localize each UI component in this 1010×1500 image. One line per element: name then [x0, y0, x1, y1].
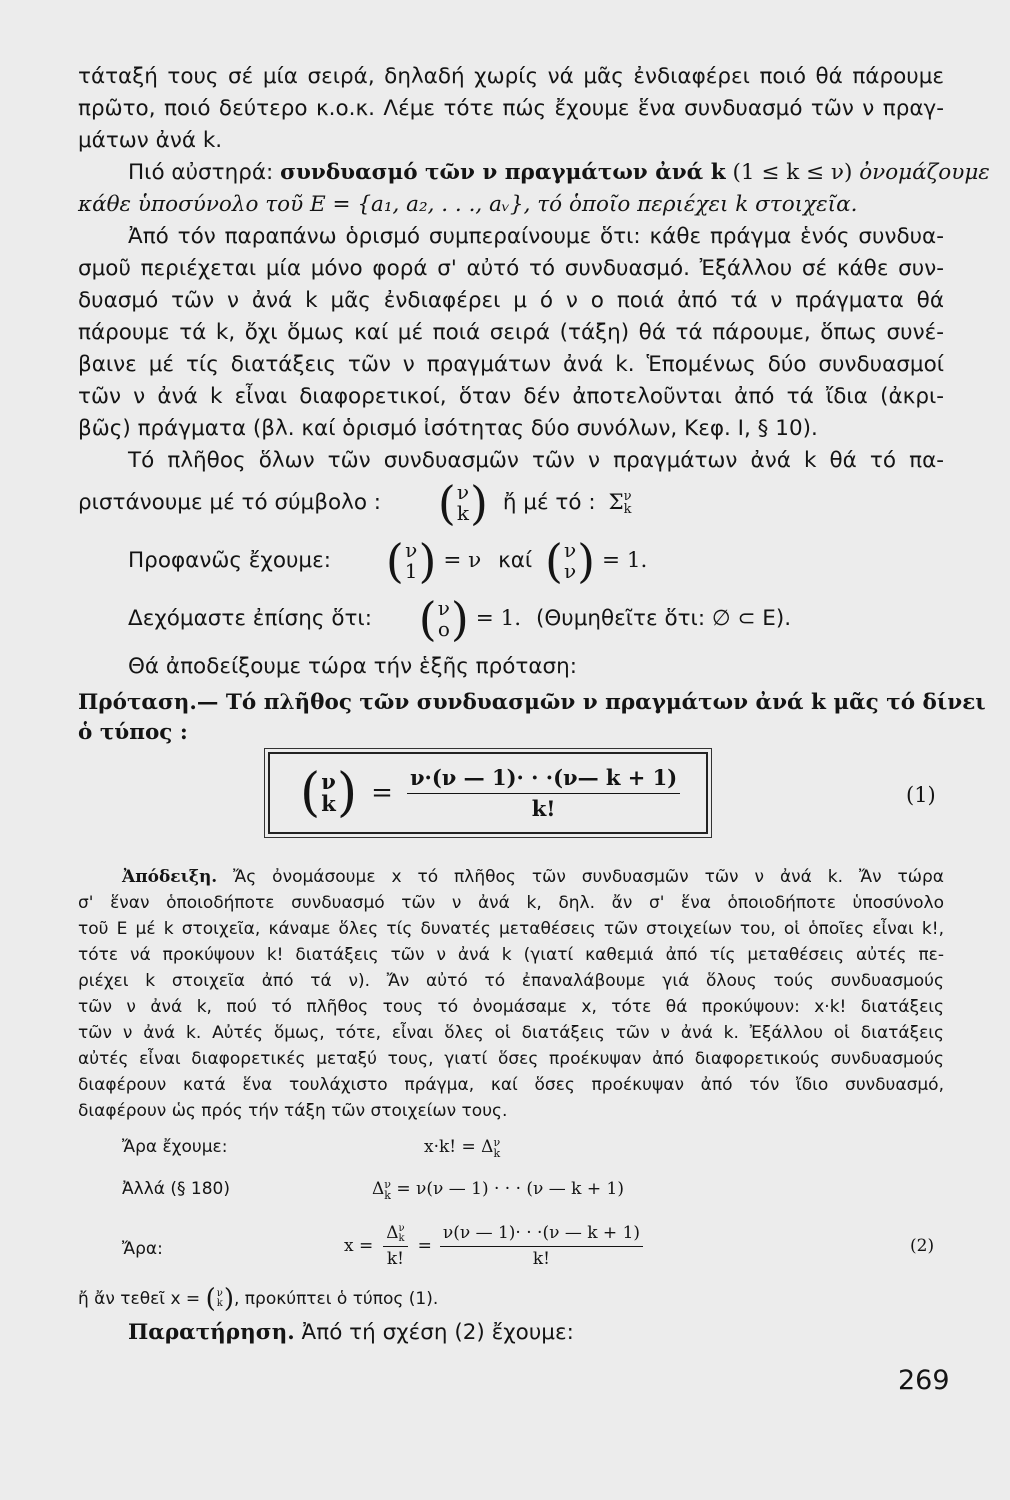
binomial-v-k: ( ν k ) [300, 763, 358, 823]
ara2-label: Ἄρα: [122, 1239, 163, 1259]
proof-line: τοῦ E μέ k στοιχεῖα, κάναμε ὅλες τίς δυνατές μεταθέσεις τῶν στοιχείων του, οἱ ὁποῖες εἶναι k!, [78, 919, 944, 939]
accept-equation: Δεχόμαστε ἐπίσης ὅτι: ( ν o ) = 1. (Θυμηθεῖτε ὅτι: ∅ ⊂ E). [128, 592, 792, 646]
text-line: βαινε μέ τίς διατάξεις τῶν ν πραγμάτων ἀνά k. Ἑπομένως δύο συνδυασμοί [78, 352, 944, 377]
proof-line: διαφέρουν ὡς πρός τήν τάξη τῶν στοιχείων τους. [78, 1101, 508, 1121]
text-line: πάρουμε τά k, ὄχι ὅμως καί μέ ποιά σειρά (τάξη) θά τά πάρουμε, ὅπως συνέ- [78, 320, 944, 345]
text-line: βῶς) πράγματα (βλ. καί ὁρισμό ἰσότητας δύο συνόλων, Κεφ. I, § 10). [78, 416, 818, 441]
ara-equation: x·k! = Δ ν k [424, 1135, 501, 1160]
text-line: Ἀπό τόν παραπάνω ὁρισμό συμπεραίνουμε ὅτι: κάθε πράγμα ἑνός συνδυα- [128, 224, 944, 249]
text-line: μάτων ἀνά k. [78, 128, 223, 153]
notation-line: ριστάνουμε μέ τό σύμβολο : ( ν k ) ἤ μέ τό : Σ ν k [78, 476, 632, 530]
binomial-v-1: ( ν 1 ) [385, 534, 437, 588]
binomial-v-0: ( ν o ) [418, 592, 469, 646]
sigma-symbol: Σ ν k [608, 489, 632, 517]
formula-1: ( ν k ) = $\frac{\nu\cdot(\nu — 1)\cdot \cdot \cdot(\nu— k + 1)}{k!}$ [300, 760, 680, 826]
text-line: τῶν ν ἀνά k εἶναι διαφορετικοί, ὅταν δέν ἀποτελοῦνται ἀπό τά ἴδια (ἀκρι- [78, 384, 944, 409]
binomial-inline: ( ν k ) [205, 1284, 234, 1314]
text-line: πρῶτο, ποιό δεύτερο κ.ο.κ. Λέμε τότε πώς ἔχουμε ἕνα συνδυασμό τῶν ν πραγ- [78, 96, 944, 121]
obvious-equations: Προφανῶς ἔχουμε: ( ν 1 ) = ν καί ( ν ν ) = 1. [128, 534, 648, 588]
definition-term: συνδυασμό τῶν ν πραγμάτων ἀνά k [280, 160, 726, 185]
proposition-title: Πρόταση.— Τό πλῆθος τῶν συνδυασμῶν ν πραγμάτων ἀνά k μᾶς τό δίνει [78, 690, 986, 715]
proof-line: τῶν ν ἀνά k, πού τό πλῆθος τους τό ὀνομάσαμε x, τότε θά προκύψουν: x·k! διατάξεις [78, 997, 944, 1017]
text-line: τάταξή τους σέ μία σειρά, δηλαδή χωρίς νά μᾶς ἐνδιαφέρει ποιό θά πάρουμε [78, 64, 944, 89]
definition-line: Πιό αὐστηρά: συνδυασμό τῶν ν πραγμάτων ἀνά k (1 ≤ k ≤ ν) ὀνομάζουμε [128, 160, 990, 185]
remark-line: Παρατήρηση. Ἀπό τή σχέση (2) ἔχουμε: [128, 1320, 574, 1345]
binomial-symbol: ( ν k ) [437, 476, 488, 530]
formula-fraction: $\frac{\nu\cdot(\nu — 1)\cdot \cdot \cdot(\nu— k + 1)}{k!}$ [407, 765, 680, 820]
proof-line: ριέχει k στοιχεῖα ἀπό τά ν). Ἄν αὐτό τό ἐπαναλάβουμε γιά ὅλους τούς συνδυασμούς [78, 971, 944, 991]
proof-line: τότε νά προκύψουν k! διατάξεις τῶν ν ἀνά k (γιατί καθεμιά ἀπό τίς μεταθέσεις αὐτές πε- [78, 945, 944, 965]
proof-line: Ἀπόδειξη. Ἄς ὀνομάσουμε x τό πλῆθος τῶν συνδυασμῶν τῶν ν ἀνά k. Ἄν τώρα [122, 867, 944, 887]
proof-line: διαφέρουν κατά ἕνα τουλάχιστο πράγμα, καί ὅσες προέκυψαν ἀπό τόν ἴδιο συνδυασμό, [78, 1075, 944, 1095]
text-line: Τό πλῆθος ὅλων τῶν συνδυασμῶν τῶν ν πραγμάτων ἀνά k θά τό πα- [128, 448, 944, 473]
alla-label: Ἀλλά (§ 180) [122, 1179, 230, 1199]
text-line: δυασμό τῶν ν ἀνά k μᾶς ἐνδιαφέρει μ ό ν ο ποιά ἀπό τά ν πράγματα θά [78, 288, 944, 313]
proof-line: σ' ἕναν ὁποιοδήποτε συνδυασμό τῶν ν ἀνά k, δηλ. ἄν σ' ἕνα ὁποιοδήποτε ὑποσύνολο [78, 893, 944, 913]
page-number: 269 [898, 1365, 950, 1396]
formula-2: x = Δ ν k k! = $\frac{\nu(\nu — 1)\cdot \cdot \cdot(\nu — k + 1)}{k!}$ [344, 1216, 643, 1276]
proof-line: τῶν ν ἀνά k. Αὐτές ὅμως, τότε, εἶναι ὅλες οἱ διατάξεις τῶν ν ἀνά k. Ἐξάλλου οἱ διατάξεις [78, 1023, 944, 1043]
product-fraction: $\frac{\nu(\nu — 1)\cdot \cdot \cdot(\nu — k + 1)}{k!}$ [440, 1223, 643, 1269]
text-line: σμοῦ περιέχεται μία μόνο φορά σ' αὐτό τό συνδυασμό. Ἐξάλλου σέ κάθε συν- [78, 256, 944, 281]
binomial-v-v: ( ν ν ) [545, 534, 596, 588]
equation-tag-1: (1) [906, 783, 936, 807]
definition-line-2: κάθε ὑποσύνολο τοῦ E = {a₁, a₂, . . ., aᵥ}, τό ὁποῖο περιέχει k στοιχεῖα. [78, 192, 858, 217]
alla-equation: Δ ν k = ν(ν — 1) · · · (ν — k + 1) [372, 1177, 624, 1202]
text-line: Θά ἀποδείξουμε τώρα τήν ἑξῆς πρόταση: [128, 654, 578, 679]
proposition-line-2: ὁ τύπος : [78, 720, 188, 745]
delta-fraction: Δ ν k k! [383, 1223, 407, 1269]
conclusion-line: ἤ ἄν τεθεῖ x = ( ν k ) , προκύπτει ὁ τύπος (1). [78, 1284, 439, 1314]
proof-line: αὐτές εἶναι διαφορετικές μεταξύ τους, γιατί ὅσες προέκυψαν ἀπό διαφορετικούς συνδυασμούς [78, 1049, 944, 1069]
equation-tag-2: (2) [910, 1236, 935, 1256]
ara-label: Ἄρα ἔχουμε: [122, 1137, 228, 1157]
